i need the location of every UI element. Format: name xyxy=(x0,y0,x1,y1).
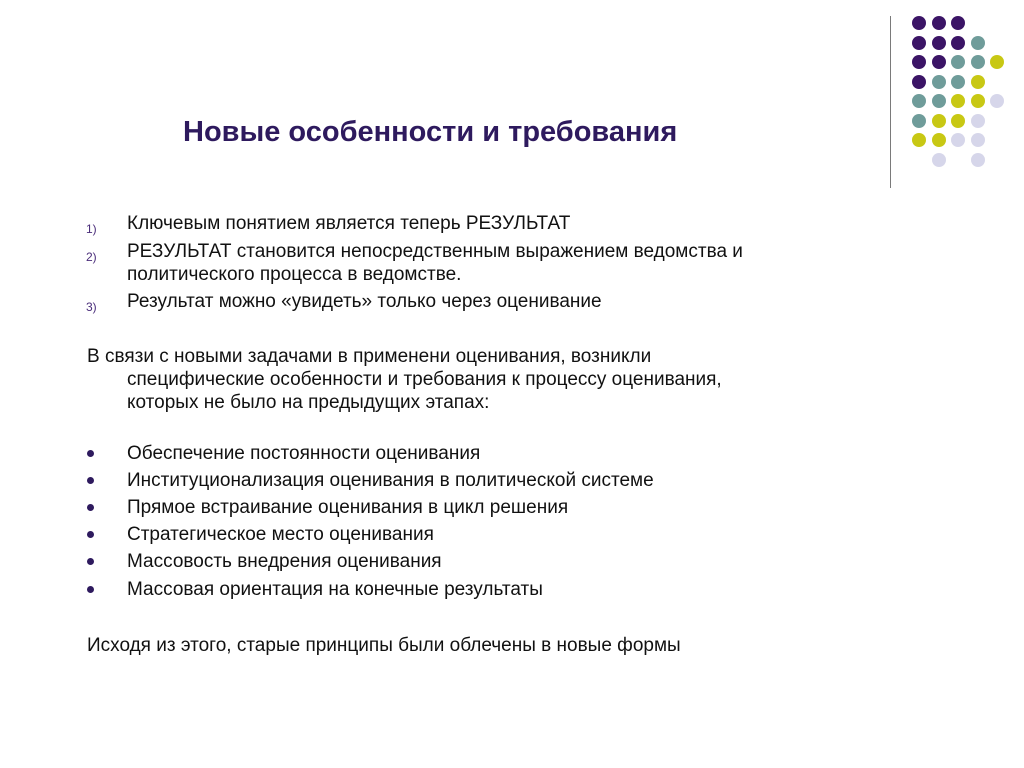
bullet-item-text: Стратегическое место оценивания xyxy=(127,524,434,545)
teal-dot-icon xyxy=(951,55,965,69)
purple-dot-icon xyxy=(912,36,926,50)
title-divider-line xyxy=(890,16,891,188)
paragraph-line: В связи с новыми задачами в применени оценивания, возникли xyxy=(87,346,652,367)
purple-dot-icon xyxy=(912,55,926,69)
numbered-item-text: Результат можно «увидеть» только через оценивание xyxy=(127,291,602,312)
decorative-dot-matrix xyxy=(0,0,1024,200)
teal-dot-icon xyxy=(932,94,946,108)
purple-dot-icon xyxy=(951,16,965,30)
numbered-item-text: Ключевым понятием является теперь РЕЗУЛЬТАТ xyxy=(127,213,571,234)
lavender-dot-icon xyxy=(971,114,985,128)
bullet-item-text: Обеспечение постоянности оценивания xyxy=(127,443,481,464)
yellow-dot-icon xyxy=(951,114,965,128)
bullet-dot-icon xyxy=(87,450,94,457)
bullet-item-text: Массовость внедрения оценивания xyxy=(127,551,442,572)
bullet-dot-icon xyxy=(87,558,94,565)
teal-dot-icon xyxy=(912,94,926,108)
teal-dot-icon xyxy=(912,114,926,128)
yellow-dot-icon xyxy=(932,114,946,128)
teal-dot-icon xyxy=(951,75,965,89)
bullet-dot-icon xyxy=(87,586,94,593)
bullet-item-text: Институционализация оценивания в политической системе xyxy=(127,470,654,491)
purple-dot-icon xyxy=(951,36,965,50)
paragraph-line: специфические особенности и требования к процессу оценивания, xyxy=(127,369,722,390)
yellow-dot-icon xyxy=(912,133,926,147)
lavender-dot-icon xyxy=(990,94,1004,108)
bullet-dot-icon xyxy=(87,477,94,484)
yellow-dot-icon xyxy=(990,55,1004,69)
lavender-dot-icon xyxy=(951,133,965,147)
bullet-dot-icon xyxy=(87,531,94,538)
numbered-item-text: РЕЗУЛЬТАТ становится непосредственным выражением ведомства и xyxy=(127,241,743,262)
lavender-dot-icon xyxy=(971,153,985,167)
conclusion-text: Исходя из этого, старые принципы были облечены в новые формы xyxy=(87,635,681,656)
teal-dot-icon xyxy=(971,55,985,69)
bullet-dot-icon xyxy=(87,504,94,511)
yellow-dot-icon xyxy=(951,94,965,108)
purple-dot-icon xyxy=(932,16,946,30)
list-number: 3) xyxy=(86,300,97,314)
bullet-item-text: Массовая ориентация на конечные результаты xyxy=(127,579,543,600)
yellow-dot-icon xyxy=(971,94,985,108)
slide-title: Новые особенности и требования xyxy=(183,116,678,148)
yellow-dot-icon xyxy=(971,75,985,89)
teal-dot-icon xyxy=(932,75,946,89)
purple-dot-icon xyxy=(932,55,946,69)
lavender-dot-icon xyxy=(932,153,946,167)
yellow-dot-icon xyxy=(932,133,946,147)
numbered-item-text: политического процесса в ведомстве. xyxy=(127,264,462,285)
purple-dot-icon xyxy=(912,16,926,30)
teal-dot-icon xyxy=(971,36,985,50)
paragraph-line: которых не было на предыдущих этапах: xyxy=(127,392,490,413)
purple-dot-icon xyxy=(912,75,926,89)
list-number: 1) xyxy=(86,222,97,236)
list-number: 2) xyxy=(86,250,97,264)
bullet-item-text: Прямое встраивание оценивания в цикл решения xyxy=(127,497,569,518)
purple-dot-icon xyxy=(932,36,946,50)
lavender-dot-icon xyxy=(971,133,985,147)
